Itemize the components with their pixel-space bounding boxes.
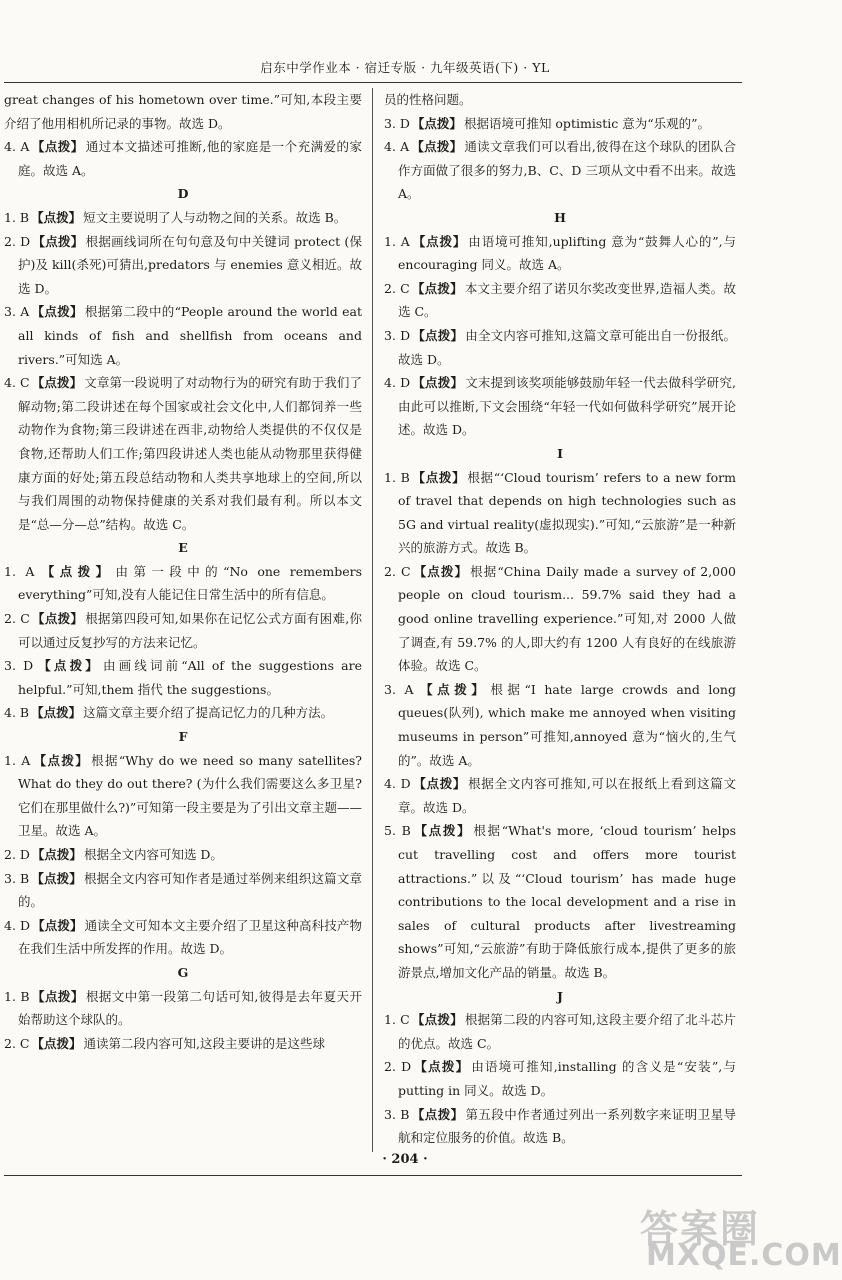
section-heading: G: [177, 964, 189, 980]
answer-item: [4, 701, 362, 725]
answer-text: 根据语境可推知 optimistic 意为“乐观的”。: [463, 115, 711, 131]
answer-continuation: 员的性格问题。: [384, 92, 472, 107]
answer-item: [384, 230, 736, 277]
answer-item: [384, 277, 736, 324]
hint-label: 【点拨】: [411, 115, 462, 131]
answer-item: [4, 371, 362, 536]
answer-number: 3. A: [4, 304, 30, 320]
answer-item: [4, 843, 362, 867]
hint-label: 【点拨】: [32, 752, 90, 768]
answer-continuation: great changes of his hometown over time.”可知,本段主要介绍了他用相机所记录的事物。故选 D。: [4, 92, 362, 131]
answer-item: [4, 1032, 362, 1056]
answer-number: 4. D: [384, 776, 411, 792]
answer-item: [4, 607, 362, 654]
page-number: · 204 ·: [382, 1152, 428, 1167]
answer-number: 3. A: [384, 681, 414, 697]
answer-number: 1. C: [384, 1012, 410, 1028]
answer-number: 4. D: [384, 375, 411, 391]
answer-text: 由语境可推知,installing 的含义是“安装”,与 putting in 同义。故选 D。: [398, 1059, 736, 1098]
answer-text: 根据画线词所在句句意及句中关键词 protect (保护)及 kill(杀死)可猜出,predators 与 enemies 意义相近。故选 D。: [18, 233, 362, 296]
answer-number: 5. B: [384, 823, 411, 839]
answer-number: 4. D: [4, 917, 31, 933]
answer-text: 根据第二段的内容可知,这段主要介绍了北斗芯片的优点。故选 C。: [398, 1012, 736, 1051]
answer-number: 1. A: [4, 752, 31, 768]
section-heading: F: [178, 729, 188, 745]
answer-text: 通过本文描述可推断,他的家庭是一个充满爱的家庭。故选 A。: [18, 139, 362, 178]
hint-label: 【点拨】: [31, 139, 84, 155]
answer-number: 1. B: [384, 469, 410, 485]
answer-item: [4, 914, 362, 961]
answer-number: 2. D: [4, 233, 31, 249]
section-heading: D: [177, 186, 189, 202]
answer-number: 2. C: [4, 611, 30, 627]
answer-item: [384, 560, 736, 678]
hint-label: 【点拨】: [412, 823, 472, 839]
hint-label: 【点拨】: [36, 563, 114, 579]
answer-text: 根据“‘Cloud tourism’ refers to a new form of travel that depends on high technologies such as 5G and virtual reality(虚拟现实).”可知,“云旅游”是一种新兴的旅游方式。故选 B。: [398, 469, 736, 556]
hint-label: 【点拨】: [411, 1012, 463, 1028]
section-heading: J: [557, 988, 563, 1004]
hint-label: 【点拨】: [32, 917, 83, 933]
answer-number: 3. D: [4, 658, 34, 674]
watermark-cn: 答案圈: [640, 1207, 761, 1251]
left-column: [4, 88, 362, 1055]
answer-item: [384, 135, 736, 206]
answer-text: 根据“Why do we need so many satellites? What do they do out there? (为什么我们需要这么多卫星?它们在那里做什么?)”可知第一段主要是为了引出文章主题——卫星。故选 A。: [18, 752, 362, 839]
running-header: 启东中学作业本 · 宿迁专版 · 九年级英语(下) · YL: [260, 60, 550, 75]
answer-number: 2. C: [384, 563, 411, 579]
hint-label: 【点拨】: [31, 209, 82, 225]
answer-item: [4, 985, 362, 1032]
answer-number: 3. B: [4, 870, 30, 886]
answer-number: 4. C: [4, 375, 30, 391]
answer-item: [384, 1008, 736, 1055]
answer-item: [4, 135, 362, 182]
answer-item: [384, 112, 736, 136]
answer-number: 3. D: [384, 327, 411, 343]
hint-label: 【点拨】: [31, 870, 82, 886]
answer-text: 根据全文内容可知选 D。: [83, 847, 223, 862]
answer-text: 文末提到该奖项能够鼓励年轻一代去做科学研究,由此可以推断,下文会围绕“年轻一代如何做科学研究”展开论述。故选 D。: [398, 375, 737, 438]
answer-text: 由语境可推知,uplifting 意为“鼓舞人心的”,与 encouraging 同义。故选 A。: [398, 233, 736, 273]
answer-item: [4, 560, 362, 607]
answer-item: [384, 466, 736, 560]
hint-label: 【点拨】: [31, 988, 84, 1004]
answer-number: 2. C: [384, 280, 410, 296]
answer-number: 2. D: [4, 847, 30, 862]
header-rule: [4, 82, 742, 83]
answer-text: 文章第一段说明了对动物行为的研究有助于我们了解动物;第二段讲述在每个国家或社会文化中,人们都饲养一些动物作为食物;第三段讲述在西非,动物给人类提供的不仅仅是食物,还帮助人们工作;第四段讲述人类也能从动物那里获得健康方面的好处;第五段总结动物和人类共享地球上的空间,所以与我们周围的动物保持健康的关系对我们最有利。所以本文是“总—分—总”结构。故选 C。: [18, 375, 362, 532]
answer-item: [384, 678, 736, 772]
hint-label: 【点拨】: [35, 658, 101, 674]
answer-number: 1. B: [4, 988, 30, 1004]
section-heading: H: [554, 209, 566, 225]
watermark-url: MXQE.COM: [646, 1238, 842, 1273]
answer-number: 3. B: [384, 1106, 410, 1122]
right-column: [384, 88, 736, 1150]
hint-label: 【点拨】: [31, 611, 84, 627]
watermark-logo: [640, 1198, 842, 1278]
answer-number: 1. A: [384, 233, 410, 249]
hint-label: 【点拨】: [412, 375, 464, 391]
answer-text: 由第一段中的“No one remembers everything”可知,没有人能记住日常生活中的所有信息。: [18, 563, 362, 603]
answer-text: 通读全文可知本文主要介绍了卫星这种高科技产物在我们生活中所发挥的作用。故选 D。: [18, 917, 362, 957]
hint-label: 【点拨】: [411, 139, 463, 155]
hint-label: 【点拨】: [411, 1106, 464, 1122]
column-divider: [372, 88, 373, 1152]
answer-text: 通读第二段内容可知,这段主要讲的是这些球: [83, 1035, 325, 1051]
footer-rule: [4, 1175, 742, 1176]
hint-label: 【点拨】: [31, 847, 82, 862]
answer-text: 第五段中作者通过列出一系列数字来证明卫星导航和定位服务的价值。故选 B。: [398, 1106, 736, 1146]
answer-item: [384, 371, 736, 442]
hint-label: 【点拨】: [411, 469, 466, 485]
hint-label: 【点拨】: [31, 1035, 82, 1051]
answer-text: 短文主要说明了人与动物之间的关系。故选 B。: [83, 209, 347, 225]
answer-item: [4, 230, 362, 301]
answer-item: [4, 206, 362, 230]
answer-number: 2. C: [4, 1035, 30, 1051]
answer-item: [4, 300, 362, 371]
answer-number: 4. A: [4, 139, 30, 155]
answer-number: 1. B: [4, 209, 30, 225]
hint-label: 【点拨】: [411, 280, 463, 296]
hint-label: 【点拨】: [31, 705, 82, 721]
answer-text: 根据“What's more, ‘cloud tourism’ helps cut travelling cost and offers more tourist attractions.”以及“‘Cloud tourism’ has made huge contributions to the local development and a rise in sales of cultural products after livestreaming shows”可知,“云旅游”有助于降低旅行成本,提供了更多的旅游景点,增加文化产品的销量。故选 B。: [398, 823, 736, 980]
answer-number: 1. A: [4, 563, 35, 579]
answer-text: 通读文章我们可以看出,彼得在这个球队的团队合作方面做了很多的努力,B、C、D 三项从文中看不出来。故选 A。: [398, 139, 736, 202]
answer-number: 4. B: [4, 705, 30, 721]
section-heading: I: [557, 445, 563, 461]
hint-label: 【点拨】: [32, 233, 84, 249]
answer-item: [4, 749, 362, 843]
answer-text: 根据第四段可知,如果你在记忆公式方面有困难,你可以通过反复抄写的方法来记忆。: [18, 611, 363, 650]
answer-item: [4, 867, 362, 914]
hint-label: 【点拨】: [411, 233, 467, 249]
answer-text: 由画线词前“All of the suggestions are helpful.”可知,them 指代 the suggestions。: [18, 658, 362, 697]
answer-text: 本文主要介绍了诺贝尔奖改变世界,造福人类。故选 C。: [398, 280, 736, 320]
answer-item: [384, 1103, 736, 1150]
hint-label: 【点拨】: [412, 327, 464, 343]
answer-text: 根据第二段中的“People around the world eat all kinds of fish and shellfish from oceans and rivers.”可知选 A。: [18, 304, 362, 367]
answer-item: [384, 1055, 736, 1102]
answer-item: [384, 772, 736, 819]
answer-number: 4. A: [384, 139, 410, 155]
hint-label: 【点拨】: [412, 776, 467, 792]
answer-text: 由全文内容可推知,这篇文章可能出自一份报纸。故选 D。: [398, 327, 737, 367]
answer-text: 根据“I hate large crowds and long queues(队列), which make me annoyed when visiting museums in person”可推知,annoyed 意为“恼火的,生气的”。故选 A。: [398, 681, 736, 768]
answer-text: 根据全文内容可知作者是通过举例来组织这篇文章的。: [18, 870, 362, 910]
answer-item: [4, 654, 362, 701]
answer-item: [384, 819, 736, 984]
hint-label: 【点拨】: [413, 1059, 470, 1075]
answer-number: 3. D: [384, 115, 410, 131]
section-heading: E: [178, 540, 188, 556]
answer-number: 2. D: [384, 1059, 412, 1075]
answer-item: [384, 324, 736, 371]
hint-label: 【点拨】: [412, 563, 469, 579]
hint-label: 【点拨】: [415, 681, 489, 697]
answer-text: 根据“China Daily made a survey of 2,000 people on cloud tourism... 59.7% said they had a good online travelling experience.”可知,对 2000 人做了调查,有 59.7% 的人,即大约有 1200 人有良好的在线旅游体验。故选 C。: [398, 563, 736, 674]
answer-text: 根据全文内容可推知,可以在报纸上看到这篇文章。故选 D。: [398, 776, 736, 815]
answer-text: 这篇文章主要介绍了提高记忆力的几种方法。: [83, 705, 334, 721]
hint-label: 【点拨】: [31, 304, 83, 320]
hint-label: 【点拨】: [31, 375, 83, 391]
answer-text: 根据文中第一段第二句话可知,彼得是去年夏天开始帮助这个球队的。: [18, 988, 362, 1028]
